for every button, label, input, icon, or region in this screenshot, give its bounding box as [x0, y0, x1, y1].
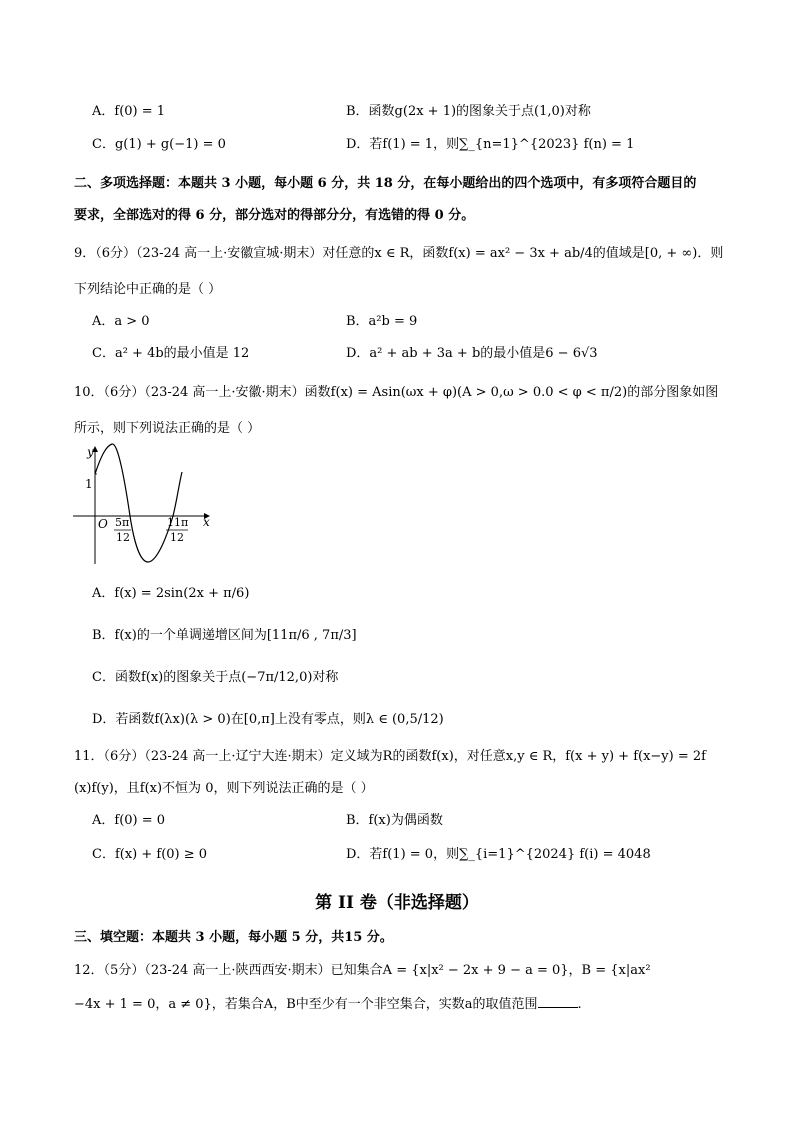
tick-11pi-denominator: 12	[170, 531, 184, 544]
q9-option-d: D．a² + ab + 3a + b的最小值是6 − 6√3	[346, 346, 598, 361]
q10-option-d: D．若函数f(λx)(λ > 0)在[0,π]上没有零点，则λ ∈ (0,5/12)	[92, 712, 444, 727]
q10-option-b: B．f(x)的一个单调递增区间为[11π/6 , 7π/3]	[92, 628, 357, 643]
q9-option-c: C．a² + 4b的最小值是 12	[92, 346, 250, 361]
q9-stem-line1: 9．（6分）（23-24 高一上·安徽宣城·期末）对任意的x ∈ R，函数f(x) = ax² − 3x + ab/4的值域是[0, + ∞)．则	[74, 246, 724, 261]
tick-5pi-denominator: 12	[116, 531, 130, 544]
q8-option-c: C．g(1) + g(−1) = 0	[92, 137, 226, 152]
q11-option-b: B．f(x)为偶函数	[346, 813, 443, 828]
x-axis-label: x	[203, 515, 210, 529]
q12-period: .	[577, 997, 582, 1012]
q12-stem-line2	[74, 995, 582, 1014]
section2-line2: 要求，全部选对的得 6 分，部分选对的得部分分，有选错的得 0 分。	[74, 208, 475, 223]
tick-11pi-numerator: 11π	[167, 516, 189, 529]
q8-option-d: D．若f(1) = 1，则∑_{n=1}^{2023} f(n) = 1	[346, 137, 635, 152]
y-axis-label: y	[87, 445, 94, 459]
q9-option-b: B．a²b = 9	[346, 314, 418, 329]
section2-line1: 二、多项选择题：本题共 3 小题，每小题 6 分，共 18 分，在每小题给出的四个选项中，有多项符合题目的	[74, 176, 697, 191]
q11-stem-line1: 11．（6分）（23-24 高一上·辽宁大连·期末）定义域为R的函数f(x)，对任意x,y ∈ R，f(x + y) + f(x−y) = 2f	[74, 749, 706, 764]
part2-heading: 第 II 卷（非选择题）	[315, 893, 479, 913]
q12-stem-line2-text: −4x + 1 = 0，a ≠ 0}，若集合A，B中至少有一个非空集合，实数a的取值范围	[74, 997, 538, 1012]
q11-stem-line2: (x)f(y)，且f(x)不恒为 0，则下列说法正确的是（ ）	[74, 781, 374, 796]
tick-5pi-numerator: 5π	[115, 516, 130, 529]
y-tick-label: 1	[85, 477, 93, 491]
q11-option-c: C．f(x) + f(0) ≥ 0	[92, 847, 208, 862]
q8-option-a: A．f(0) = 1	[92, 104, 166, 119]
q10-sine-graph	[70, 442, 220, 570]
q8-option-b: B．函数g(2x + 1)的图象关于点(1,0)对称	[346, 104, 591, 119]
q10-option-c: C．函数f(x)的图象关于点(−7π/12,0)对称	[92, 670, 339, 685]
q9-stem-line2: 下列结论中正确的是（ ）	[74, 282, 222, 297]
q10-stem-line2: 所示，则下列说法正确的是（ ）	[74, 421, 261, 436]
q11-option-a: A．f(0) = 0	[92, 813, 166, 828]
answer-blank[interactable]	[538, 995, 578, 1008]
q12-stem-line1: 12．（5分）（23-24 高一上·陕西西安·期末）已知集合A = {x|x² − 2x + 9 − a = 0}，B = {x|ax²	[74, 963, 651, 978]
q10-stem-line1: 10．（6分）（23-24 高一上·安徽·期末）函数f(x) = Asin(ωx + φ)(A > 0,ω > 0.0 < φ < π/2)的部分图象如图	[74, 385, 719, 400]
q11-option-d: D．若f(1) = 0，则∑_{i=1}^{2024} f(i) = 4048	[346, 847, 651, 862]
q10-option-a: A．f(x) = 2sin(2x + π/6)	[92, 586, 250, 601]
q9-option-a: A．a > 0	[92, 314, 150, 329]
origin-label: O	[98, 517, 108, 531]
section3-title: 三、填空题：本题共 3 小题，每小题 5 分，共15 分。	[74, 930, 393, 945]
sine-curve	[95, 444, 182, 562]
